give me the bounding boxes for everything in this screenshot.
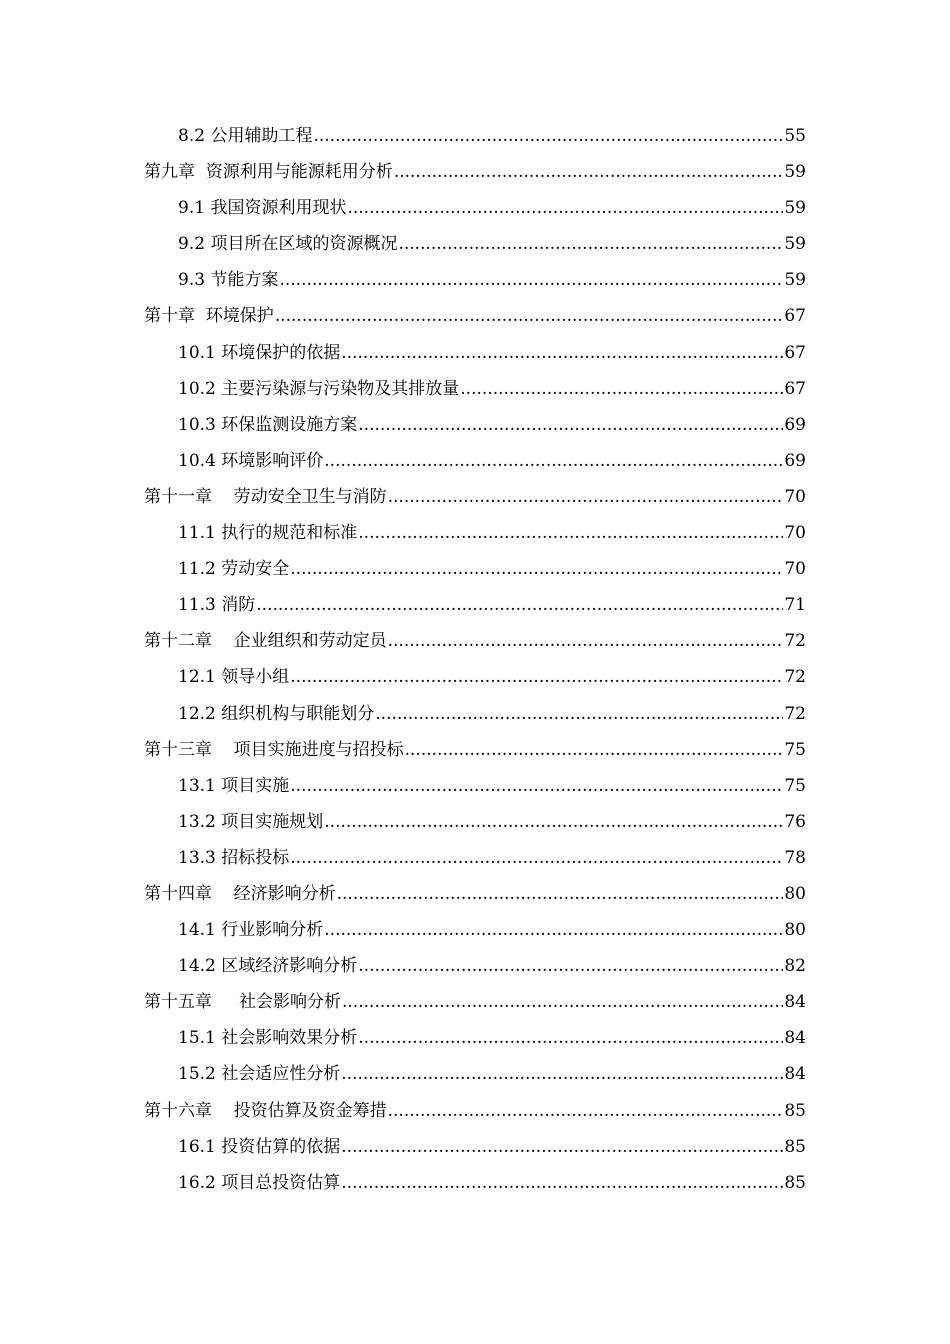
toc-dot-leader: [290, 768, 783, 804]
toc-entry-page: 71: [784, 595, 806, 616]
toc-chapter-11[interactable]: [144, 479, 806, 515]
toc-entry-title: 16.1 投资估算的依据: [178, 1136, 341, 1157]
toc-chapter-10[interactable]: [144, 298, 806, 334]
toc-entry-page: 69: [784, 414, 806, 435]
toc-entry-page: 67: [784, 306, 806, 327]
toc-dot-leader: [279, 262, 783, 298]
toc-dot-leader: [405, 732, 784, 768]
toc-entry-page: 72: [784, 631, 806, 652]
toc-entry-title: 10.1 环境保护的依据: [178, 342, 341, 363]
toc-dot-leader: [375, 696, 783, 732]
toc-entry-12-1[interactable]: [144, 659, 806, 695]
toc-entry-page: 80: [784, 920, 806, 941]
toc-entry-page: 84: [784, 1028, 806, 1049]
toc-entry-13-3[interactable]: [144, 840, 806, 876]
toc-chapter-12[interactable]: [144, 623, 806, 659]
toc-entry-page: 67: [784, 378, 806, 399]
toc-entry-page: 75: [784, 775, 806, 796]
toc-dot-leader: [324, 804, 783, 840]
toc-entry-page: 59: [784, 162, 806, 183]
toc-dot-leader: [290, 551, 783, 587]
toc-entry-11-1[interactable]: [144, 515, 806, 551]
toc-dot-leader: [358, 1020, 783, 1056]
toc-dot-leader: [358, 515, 783, 551]
toc-entry-title: 16.2 项目总投资估算: [178, 1172, 341, 1193]
table-of-contents: [144, 118, 806, 1201]
toc-entry-title: 8.2 公用辅助工程: [178, 126, 313, 146]
toc-dot-leader: [358, 948, 783, 984]
toc-entry-page: 55: [784, 126, 806, 146]
toc-entry-title: 12.1 领导小组: [178, 667, 290, 688]
toc-entry-title: 第十三章 项目实施进度与招投标: [144, 739, 404, 760]
toc-entry-title: 10.4 环境影响评价: [178, 450, 324, 471]
toc-entry-title: 9.1 我国资源利用现状: [178, 198, 347, 219]
toc-entry-page: 85: [784, 1172, 806, 1193]
toc-entry-9-3[interactable]: [144, 262, 806, 298]
toc-entry-title: 9.3 节能方案: [178, 270, 279, 291]
toc-entry-title: 10.2 主要污染源与污染物及其排放量: [178, 378, 460, 399]
toc-entry-title: 11.2 劳动安全: [178, 559, 290, 580]
toc-entry-page: 75: [784, 739, 806, 760]
toc-entry-page: 67: [784, 342, 806, 363]
toc-chapter-13[interactable]: [144, 732, 806, 768]
toc-dot-leader: [388, 623, 784, 659]
toc-entry-14-2[interactable]: [144, 948, 806, 984]
toc-dot-leader: [347, 190, 783, 226]
toc-entry-title: 9.2 项目所在区域的资源概况: [178, 234, 398, 255]
toc-entry-13-1[interactable]: [144, 768, 806, 804]
toc-entry-title: 第十二章 企业组织和劳动定员: [144, 631, 387, 652]
toc-entry-title: 14.2 区域经济影响分析: [178, 956, 358, 977]
toc-chapter-16[interactable]: [144, 1093, 806, 1129]
toc-entry-title: 13.2 项目实施规划: [178, 811, 324, 832]
toc-entry-title: 12.2 组织机构与职能划分: [178, 703, 375, 724]
toc-dot-leader: [256, 587, 783, 623]
toc-entry-15-2[interactable]: [144, 1056, 806, 1092]
toc-entry-title: 第十五章 社会影响分析: [144, 992, 342, 1013]
toc-dot-leader: [275, 298, 784, 334]
toc-dot-leader: [394, 154, 784, 190]
toc-dot-leader: [313, 118, 783, 154]
toc-entry-page: 84: [784, 992, 806, 1013]
toc-dot-leader: [290, 840, 783, 876]
toc-dot-leader: [341, 335, 783, 371]
toc-entry-page: 59: [784, 198, 806, 219]
toc-entry-12-2[interactable]: [144, 696, 806, 732]
toc-dot-leader: [388, 479, 784, 515]
toc-entry-16-1[interactable]: [144, 1129, 806, 1165]
toc-entry-title: 第九章 资源利用与能源耗用分析: [144, 162, 393, 183]
toc-entry-page: 85: [784, 1100, 806, 1121]
toc-entry-page: 59: [784, 234, 806, 255]
toc-entry-title: 15.1 社会影响效果分析: [178, 1028, 358, 1049]
toc-entry-10-1[interactable]: [144, 335, 806, 371]
toc-entry-title: 第十一章 劳动安全卫生与消防: [144, 486, 387, 507]
toc-entry-page: 70: [784, 559, 806, 580]
toc-entry-9-1[interactable]: [144, 190, 806, 226]
toc-entry-10-3[interactable]: [144, 407, 806, 443]
toc-entry-14-1[interactable]: [144, 912, 806, 948]
toc-entry-10-2[interactable]: [144, 371, 806, 407]
toc-entry-page: 72: [784, 703, 806, 724]
toc-dot-leader: [337, 876, 784, 912]
toc-dot-leader: [460, 371, 783, 407]
toc-dot-leader: [342, 984, 783, 1020]
toc-dot-leader: [324, 443, 783, 479]
toc-dot-leader: [358, 407, 783, 443]
toc-chapter-9[interactable]: [144, 154, 806, 190]
toc-entry-11-2[interactable]: [144, 551, 806, 587]
toc-entry-15-1[interactable]: [144, 1020, 806, 1056]
toc-entry-16-2[interactable]: [144, 1165, 806, 1201]
toc-entry-13-2[interactable]: [144, 804, 806, 840]
toc-dot-leader: [398, 226, 783, 262]
toc-entry-page: 69: [784, 450, 806, 471]
toc-entry-10-4[interactable]: [144, 443, 806, 479]
toc-entry-11-3[interactable]: [144, 587, 806, 623]
toc-dot-leader: [341, 1056, 783, 1092]
toc-chapter-14[interactable]: [144, 876, 806, 912]
toc-entry-9-2[interactable]: [144, 226, 806, 262]
toc-entry-title: 第十六章 投资估算及资金筹措: [144, 1100, 387, 1121]
toc-entry-8-2[interactable]: [144, 118, 806, 154]
toc-entry-title: 第十章 环境保护: [144, 306, 274, 327]
toc-entry-title: 第十四章 经济影响分析: [144, 883, 336, 904]
toc-entry-page: 70: [784, 523, 806, 544]
toc-entry-page: 80: [784, 883, 806, 904]
toc-entry-page: 76: [784, 811, 806, 832]
toc-entry-title: 14.1 行业影响分析: [178, 920, 324, 941]
toc-dot-leader: [341, 1165, 783, 1201]
toc-entry-title: 13.1 项目实施: [178, 775, 290, 796]
toc-entry-title: 13.3 招标投标: [178, 847, 290, 868]
toc-entry-page: 85: [784, 1136, 806, 1157]
toc-chapter-15[interactable]: [144, 984, 806, 1020]
toc-entry-page: 59: [784, 270, 806, 291]
toc-dot-leader: [290, 659, 783, 695]
toc-entry-page: 72: [784, 667, 806, 688]
toc-entry-page: 84: [784, 1064, 806, 1085]
toc-entry-title: 15.2 社会适应性分析: [178, 1064, 341, 1085]
toc-entry-title: 10.3 环保监测设施方案: [178, 414, 358, 435]
toc-entry-page: 70: [784, 486, 806, 507]
toc-dot-leader: [341, 1129, 783, 1165]
toc-entry-page: 82: [784, 956, 806, 977]
toc-dot-leader: [324, 912, 783, 948]
toc-entry-page: 78: [784, 847, 806, 868]
toc-entry-title: 11.3 消防: [178, 595, 256, 616]
toc-entry-title: 11.1 执行的规范和标准: [178, 523, 358, 544]
toc-dot-leader: [388, 1093, 784, 1129]
